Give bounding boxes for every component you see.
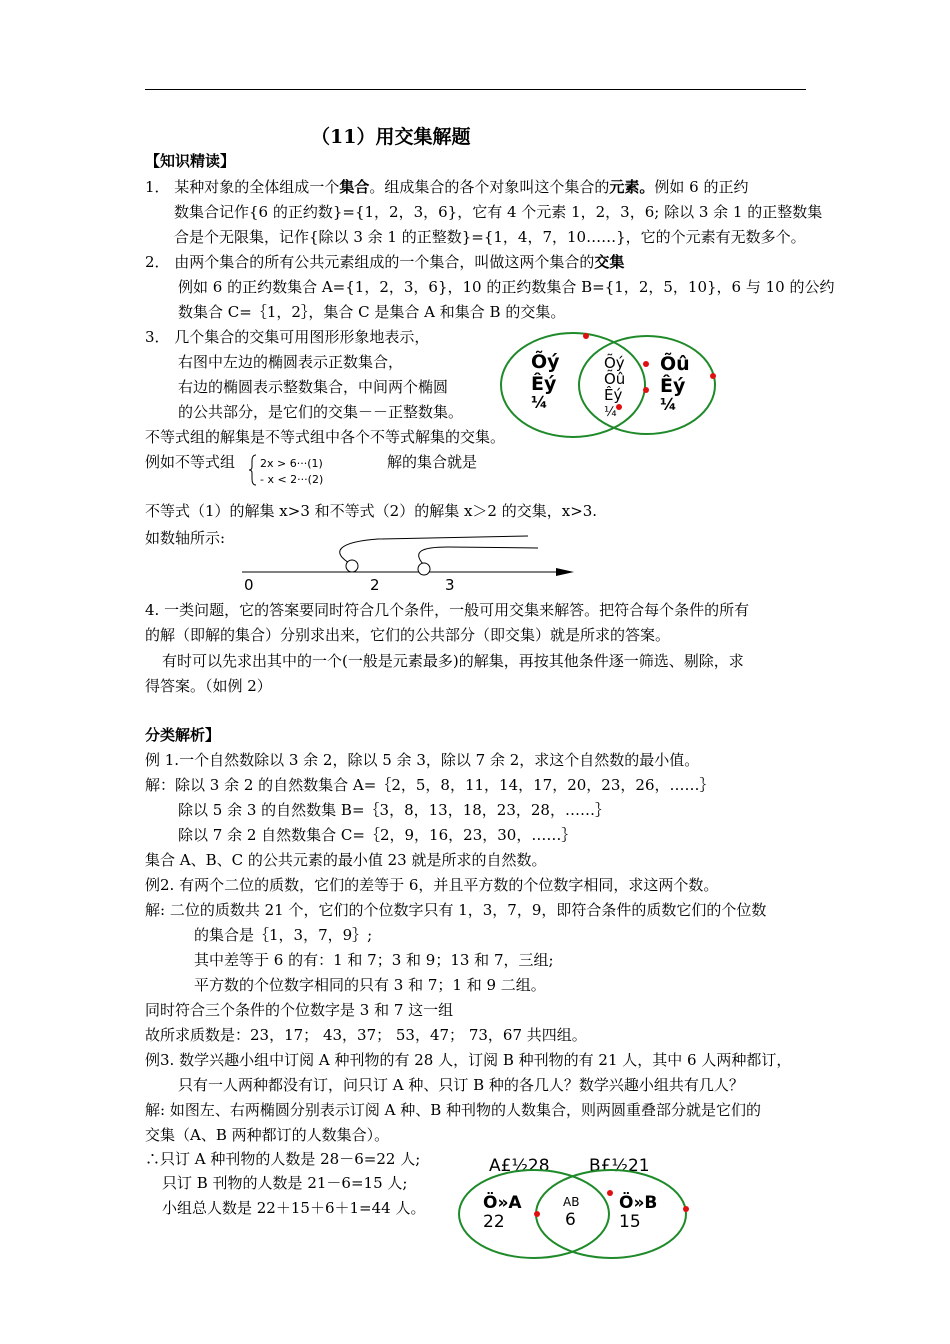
ex1-line4: 除以 7 余 2 自然数集合 C=｛2，9，16，23，30，……｝	[178, 826, 577, 844]
venn1-right-label-c: ¼	[660, 395, 677, 414]
venn2-mid-top: AB	[563, 1195, 580, 1209]
venn1-dot	[643, 387, 649, 393]
item1-text-a: 1． 某种对象的全体组成一个	[145, 178, 340, 196]
open-point-3	[418, 563, 430, 575]
venn1-left-label-c: ¼	[531, 393, 548, 412]
inequality-1: 2x > 6···(1)	[260, 457, 323, 470]
ineq-example-label: 例如不等式组	[145, 453, 236, 471]
ineq-example-tail: 解的集合就是	[387, 453, 478, 471]
section-heading-analysis: 分类解析】	[145, 726, 221, 744]
venn1-dot	[616, 404, 622, 410]
ex1-line5: 集合 A、B、C 的公共元素的最小值 23 就是所求的自然数。	[145, 851, 547, 869]
ex3-line4: 交集（A、B 两种都订的人数集合）。	[145, 1126, 390, 1144]
solution-curve-x-gt-2	[340, 536, 528, 564]
term-set: 集合	[339, 178, 370, 196]
venn1-right-label-b: Êý	[660, 375, 686, 397]
venn1-dot	[710, 373, 716, 379]
ex3-line7: 小组总人数是 22＋15＋6＋1=44 人。	[162, 1199, 426, 1217]
section-heading-knowledge: 【知识精读】	[145, 152, 236, 170]
item4-line2: 的解（即解的集合）分别求出来，它们的公共部分（即交集）就是所求的答案。	[145, 626, 671, 644]
item2-line1	[145, 252, 624, 272]
ineq-line1: 不等式组的解集是不等式组中各个不等式解集的交集。	[145, 428, 506, 446]
item1-line1	[145, 177, 748, 197]
ex2-line4: 其中差等于 6 的有：1 和 7；3 和 9；13 和 7，三组;	[194, 951, 554, 969]
inequality-2: - x < 2···(2)	[260, 473, 324, 486]
ex2-line1: 例2. 有两个二位的质数，它们的差等于 6，并且平方数的个位数字相同，求这两个数。	[145, 876, 719, 894]
venn2-right-ellipse	[536, 1170, 686, 1258]
ineq-line3: 不等式（1）的解集 x>3 和不等式（2）的解集 x＞2 的交集，x>3.	[145, 502, 598, 520]
page-title: （11）用交集解题	[311, 126, 471, 148]
item4-line3: 有时可以先求出其中的一个(一般是元素最多)的解集，再按其他条件逐一筛选、剔除，求	[162, 652, 744, 670]
item2-text-a: 2． 由两个集合的所有公共元素组成的一个集合，叫做这两个集合的	[145, 253, 595, 271]
venn-diagram-subscriptions	[455, 1150, 695, 1266]
venn2-right-top: Ö»B	[619, 1193, 658, 1213]
solution-curve-x-gt-3	[419, 547, 538, 564]
ex1-line1: 例 1.一个自然数除以 3 余 2，除以 5 余 3，除以 7 余 2，求这个自然数的最小值。	[145, 751, 700, 769]
venn1-left-label-b: Êý	[531, 373, 557, 395]
venn2-label-a: A£½28	[489, 1156, 550, 1176]
venn1-dot	[643, 361, 649, 367]
ex3-line2: 只有一人两种都没有订，问只订 A 种、只订 B 种的各几人？数学兴趣小组共有几人？	[178, 1076, 744, 1094]
venn-diagram-number-sets	[498, 328, 728, 444]
venn1-right-ellipse	[579, 336, 715, 434]
number-line-arrow	[556, 568, 574, 576]
ex1-line3: 除以 5 余 3 的自然数集 B=｛3，8，13，18，23，28，……｝	[178, 801, 610, 819]
venn1-mid-label-c: Êý	[604, 386, 623, 404]
item1-text-e: 例如 6 的正约	[654, 178, 749, 196]
ex3-line6: 只订 B 刊物的人数是 21－6=15 人;	[162, 1174, 408, 1192]
ex3-line5: ∴只订 A 种刊物的人数是 28－6=22 人;	[145, 1150, 421, 1168]
venn1-mid-label-a: Õý	[604, 354, 625, 372]
header-rule	[145, 89, 806, 90]
item3-line1: 3． 几个集合的交集可用图形形象地表示，	[145, 328, 430, 346]
inequality-system	[248, 452, 388, 492]
venn2-dot	[683, 1206, 689, 1212]
item3-line2: 右图中左边的椭圆表示正数集合，	[178, 353, 404, 371]
tick-label-2: 2	[370, 576, 380, 594]
item3-line4: 的公共部分，是它们的交集－－正整数集。	[178, 403, 464, 421]
open-point-2	[346, 560, 358, 572]
item4-line1: 4. 一类问题，它的答案要同时符合几个条件，一般可用交集来解答。把符合每个条件的所有	[145, 601, 750, 619]
number-line-diagram	[238, 530, 583, 600]
ex2-line6: 同时符合三个条件的个位数字是 3 和 7 这一组	[145, 1001, 454, 1019]
tick-label-3: 3	[445, 576, 455, 594]
ex2-line2: 解: 二位的质数共 21 个，它们的个位数字只有 1，3，7，9，即符合条件的质数它们的个位数	[145, 901, 767, 919]
ex1-line2: 解：除以 3 余 2 的自然数集合 A=｛2，5，8，11，14，17，20，23，26，……｝	[145, 776, 715, 794]
item1-line2: 数集合记作{6 的正约数}={1，2，3，6}，它有 4 个元素 1，2，3，6; 除以 3 余 1 的正整数集	[174, 203, 823, 221]
venn1-dot	[583, 333, 589, 339]
venn2-mid-num: 6	[565, 1210, 576, 1230]
ex3-line3: 解: 如图左、右两椭圆分别表示订阅 A 种、B 种刊物的人数集合，则两圆重叠部分就是它们的	[145, 1101, 761, 1119]
ineq-line4: 如数轴所示:	[145, 529, 226, 547]
venn2-dot	[534, 1211, 540, 1217]
item1-text-c: 。组成集合的各个对象叫这个集合的	[369, 178, 610, 196]
term-intersection: 交集	[594, 253, 625, 271]
item4-line4: 得答案。（如例 2）	[145, 677, 272, 695]
item1-line3: 合是个无限集，记作{除以 3 余 1 的正整数}={1，4，7，10……}，它的个元素有无数多个。	[174, 228, 806, 246]
item2-line3: 数集合 C=｛1，2｝，集合 C 是集合 A 和集合 B 的交集。	[178, 303, 566, 321]
tick-label-0: 0	[244, 576, 254, 594]
venn1-right-label-a: Õû	[660, 353, 690, 375]
ex3-line1: 例3. 数学兴趣小组中订阅 A 种刊物的有 28 人，订阅 B 种刊物的有 21 人，其中 6 人两种都订，	[145, 1051, 792, 1069]
term-element: 元素。	[609, 178, 655, 196]
venn2-right-num: 15	[619, 1212, 641, 1232]
venn1-left-label-a: Õý	[531, 351, 560, 373]
venn2-label-b: B£½21	[589, 1156, 650, 1176]
item2-line2: 例如 6 的正约数集合 A={1，2，3，6}，10 的正约数集合 B={1，2，5，10}，6 与 10 的公约	[178, 278, 835, 296]
venn1-mid-label-d: ¼	[604, 405, 617, 420]
venn1-mid-label-b: Õû	[604, 370, 626, 388]
ex2-line7: 故所求质数是：23，17； 43，37； 53，47； 73，67 共四组。	[145, 1026, 587, 1044]
venn2-left-top: Ö»A	[483, 1193, 522, 1213]
ex2-line5: 平方数的个位数字相同的只有 3 和 7；1 和 9 二组。	[194, 976, 546, 994]
venn2-left-num: 22	[483, 1212, 505, 1232]
ex2-line3: 的集合是｛1，3，7，9｝;	[194, 926, 373, 944]
item3-line3: 右边的椭圆表示整数集合，中间两个椭圆	[178, 378, 449, 396]
venn2-dot	[607, 1190, 613, 1196]
